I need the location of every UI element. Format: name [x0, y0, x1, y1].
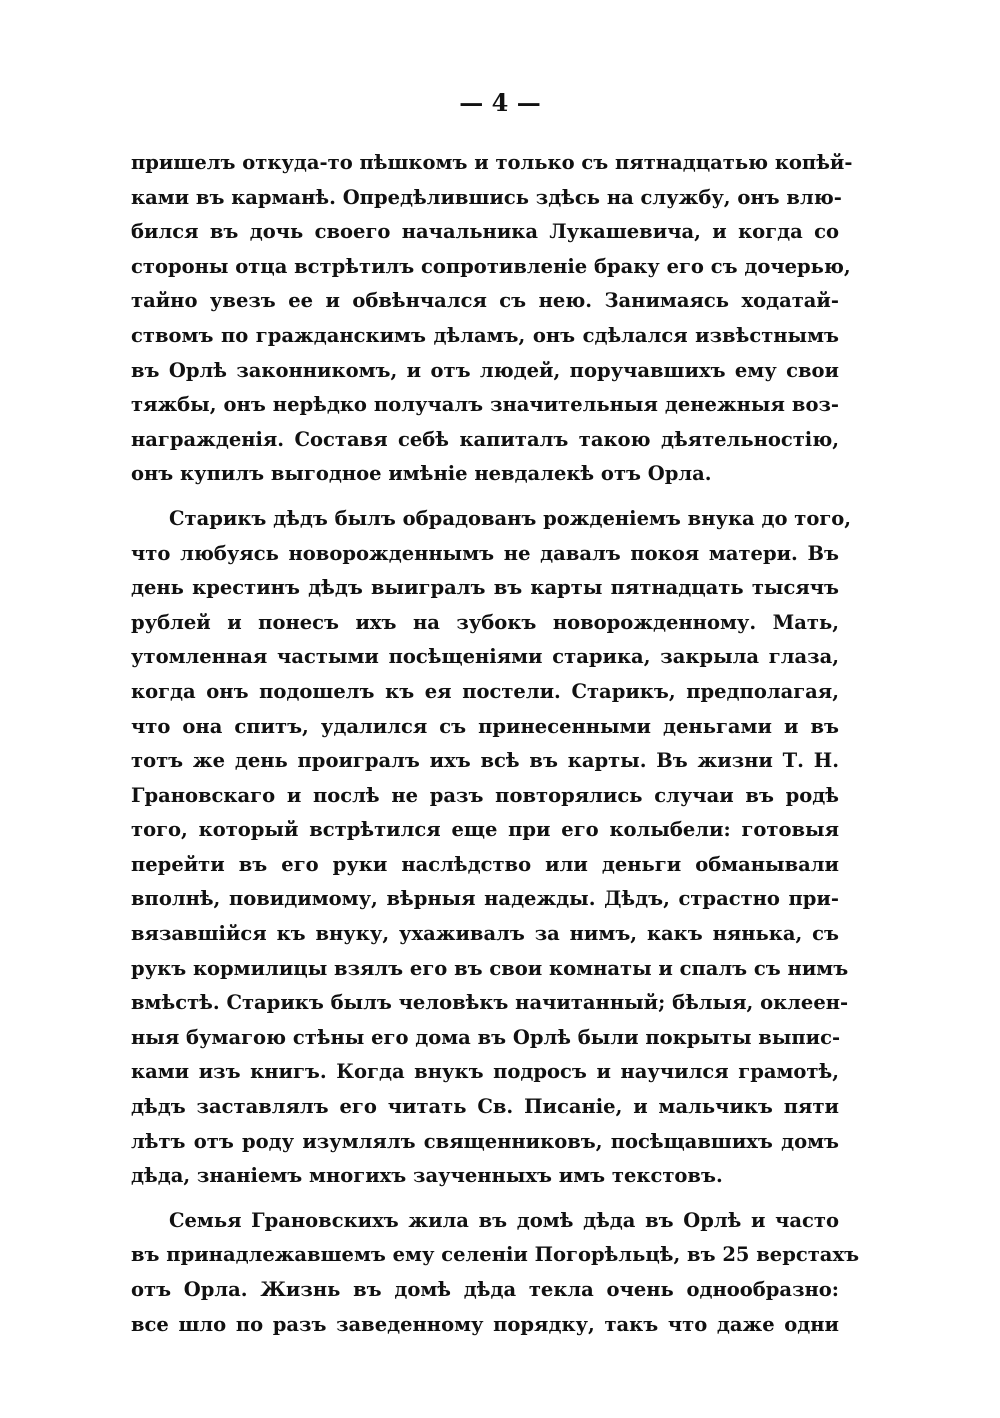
- text-line: рукъ кормилицы взялъ его въ свои комнаты и спалъ съ нимъ: [131, 956, 849, 980]
- paragraph-3: [131, 1204, 860, 1342]
- text-line: стороны отца встрѣтилъ сопротивленіе браку его съ дочерью,: [131, 254, 851, 278]
- text-line: ками въ карманѣ. Опредѣлившись здѣсь на службу, онъ влю-: [131, 185, 842, 209]
- text-line: вязавшійся къ внуку, ухаживалъ за нимъ, какъ нянька, съ: [131, 922, 839, 946]
- text-line: въ Орлѣ законникомъ, и отъ людей, поручавшихъ ему свои: [131, 358, 839, 382]
- text-line: въ принадлежавшемъ ему селеніи Погорѣльцѣ, въ 25 верстахъ: [131, 1243, 860, 1267]
- page-number: — 4 —: [459, 88, 541, 117]
- text-line: бился въ дочь своего начальника Лукашевича, и когда со: [131, 220, 839, 244]
- text-line: тяжбы, онъ нерѣдко получалъ значительныя денежныя воз-: [131, 393, 839, 417]
- text-line: Грановскаго и послѣ не разъ повторялись случаи въ родѣ: [131, 783, 839, 807]
- paragraph-1: [131, 146, 853, 492]
- text-line: что она спитъ, удалился съ принесенными деньгами и въ: [131, 714, 839, 738]
- text-line: перейти въ его руки наслѣдство или деньги обманывали: [131, 852, 839, 876]
- text-line: отъ Орла. Жизнь въ домѣ дѣда текла очень однообразно:: [131, 1278, 839, 1301]
- text-line: вмѣстѣ. Старикъ былъ человѣкъ начитанный; бѣлыя, оклеен-: [131, 991, 849, 1015]
- text-line: все шло по разъ заведенному порядку, такъ что даже одни: [131, 1312, 839, 1336]
- text-line: тотъ же день проигралъ ихъ всѣ въ карты. Въ жизни Т. Н.: [131, 749, 839, 773]
- text-line: ствомъ по гражданскимъ дѣламъ, онъ сдѣлался извѣстнымъ: [131, 323, 839, 347]
- text-line: когда онъ подошелъ къ ея постели. Старикъ, предполагая,: [131, 679, 839, 703]
- text-line: пришелъ откуда-то пѣшкомъ и только съ пятнадцатью копѣй-: [131, 151, 853, 174]
- text-line: утомленная частыми посѣщеніями старика, закрыла глаза,: [131, 645, 839, 669]
- text-line: дѣда, знаніемъ многихъ заученныхъ имъ текстовъ.: [131, 1164, 723, 1188]
- page-body: [131, 146, 860, 1342]
- text-line: вполнѣ, повидимому, вѣрныя надежды. Дѣдъ, страстно при-: [131, 887, 839, 911]
- text-line: того, который встрѣтился еще при его колыбели: готовыя: [131, 818, 839, 842]
- text-line: день крестинъ дѣдъ выигралъ въ карты пятнадцать тысячъ: [131, 576, 839, 600]
- text-line: Старикъ дѣдъ былъ обрадованъ рожденіемъ внука до того,: [169, 506, 852, 530]
- paragraph-2: [131, 502, 852, 1194]
- text-line: награжденія. Составя себѣ капиталъ такою дѣятельностію,: [131, 427, 839, 451]
- text-line: рублей и понесъ ихъ на зубокъ новорожденному. Мать,: [131, 610, 839, 634]
- text-line: что любуясь новорожденнымъ не давалъ покоя матери. Въ: [131, 541, 839, 565]
- text-line: лѣтъ отъ роду изумлялъ священниковъ, посѣщавшихъ домъ: [131, 1129, 839, 1153]
- text-line: тайно увезъ ее и обвѣнчался съ нею. Занимаясь ходатай-: [131, 289, 839, 313]
- text-line: ныя бумагою стѣны его дома въ Орлѣ были покрыты выпис-: [131, 1025, 841, 1049]
- text-line: ками изъ книгъ. Когда внукъ подросъ и научился грамотѣ,: [131, 1060, 839, 1084]
- text-line: Семья Грановскихъ жила въ домѣ дѣда въ Орлѣ и часто: [169, 1208, 839, 1232]
- text-line: онъ купилъ выгодное имѣніе невдалекѣ отъ Орла.: [131, 462, 712, 486]
- text-line: дѣдъ заставлялъ его читать Св. Писаніе, и мальчикъ пяти: [131, 1095, 839, 1119]
